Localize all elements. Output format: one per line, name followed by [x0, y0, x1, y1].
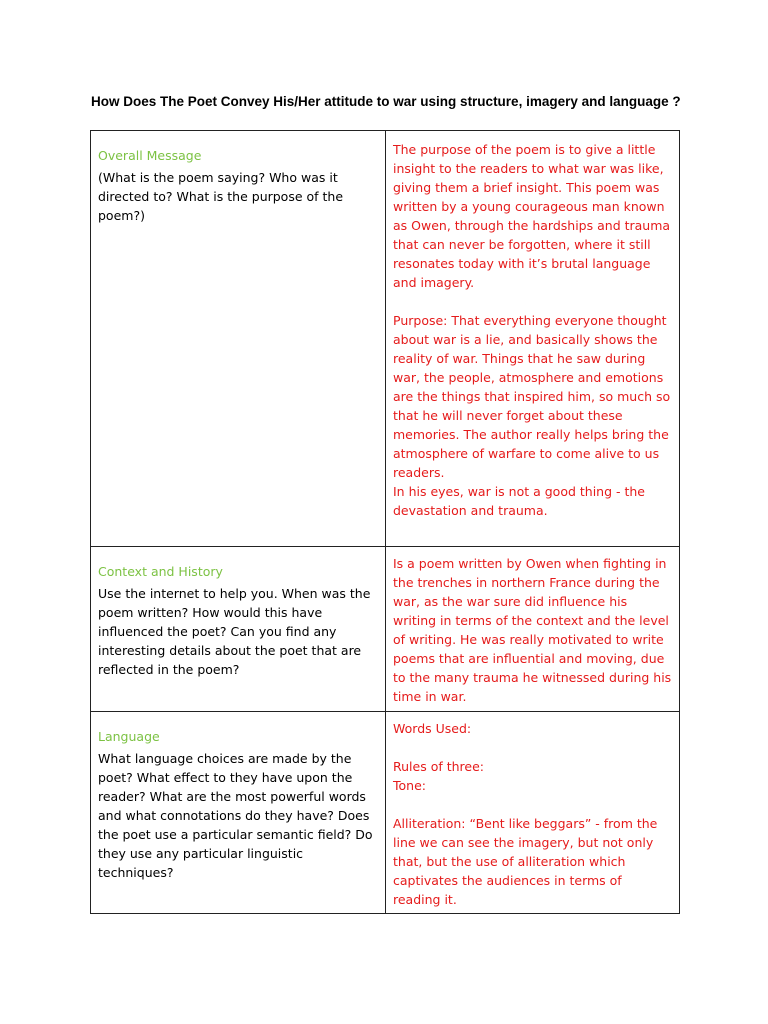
answer-cell [386, 547, 680, 712]
page-heading: How Does The Poet Convey His/Her attitude to war using structure, imagery and language ? [91, 94, 681, 109]
prompt-cell [91, 712, 386, 914]
prompt-cell [91, 547, 386, 712]
table-row-context-history [91, 547, 680, 712]
prompt-cell [91, 131, 386, 547]
paragraph-gap [393, 738, 672, 757]
answer-paragraph: The purpose of the poem is to give a little insight to the readers to what war was like, giving them a brief insight. This poem was written by a young courageous man known as Owen, through the hardships and trauma that can never be forgotten, where it still resonates today with it’s brutal language and imagery. [393, 142, 671, 290]
section-title: Context and History [98, 564, 223, 579]
worksheet-table [90, 130, 680, 914]
section-question: What language choices are made by the poet? What effect to they have upon the reader? What are the most powerful words and what connotations do they have? Does the poet use a particular semantic field? Do they use any particular linguistic techniques? [98, 751, 373, 880]
answer-line: Words Used: [393, 721, 472, 736]
answer-line: Tone: [393, 778, 426, 793]
paragraph-gap [393, 292, 672, 311]
answer-cell [386, 131, 680, 547]
answer-cell [386, 712, 680, 914]
table-row-language [91, 712, 680, 914]
answer-paragraph: In his eyes, war is not a good thing - the devastation and trauma. [393, 484, 645, 518]
answer-line: Rules of three: [393, 759, 484, 774]
answer-paragraph: Is a poem written by Owen when fighting in the trenches in northern France during the war, as the war sure did influence his writing in terms of the context and the level of writing. He was really motivated to write poems that are influential and moving, due to the many trauma he witnessed during his time in war. [393, 556, 672, 704]
table-row-overall-message [91, 131, 680, 547]
section-question: Use the internet to help you. When was the poem written? How would this have influenced the poet? Can you find any interesting details about the poet that are reflected in the poem? [98, 586, 371, 677]
answer-paragraph: Alliteration: “Bent like beggars” - from the line we can see the imagery, but not only that, but the use of alliteration which captivates the audiences in terms of reading it. [393, 816, 658, 907]
section-title: Language [98, 729, 160, 744]
paragraph-gap [393, 795, 672, 814]
section-title: Overall Message [98, 148, 202, 163]
answer-paragraph: Purpose: That everything everyone thought about war is a lie, and basically shows the reality of war. Things that he saw during war, the people, atmosphere and emotions are the things that inspired him, so much so that he will never forget about these memories. The author really helps bring the atmosphere of warfare to come alive to us readers. [393, 313, 671, 480]
section-question: (What is the poem saying? Who was it directed to? What is the purpose of the poem?) [98, 170, 344, 223]
